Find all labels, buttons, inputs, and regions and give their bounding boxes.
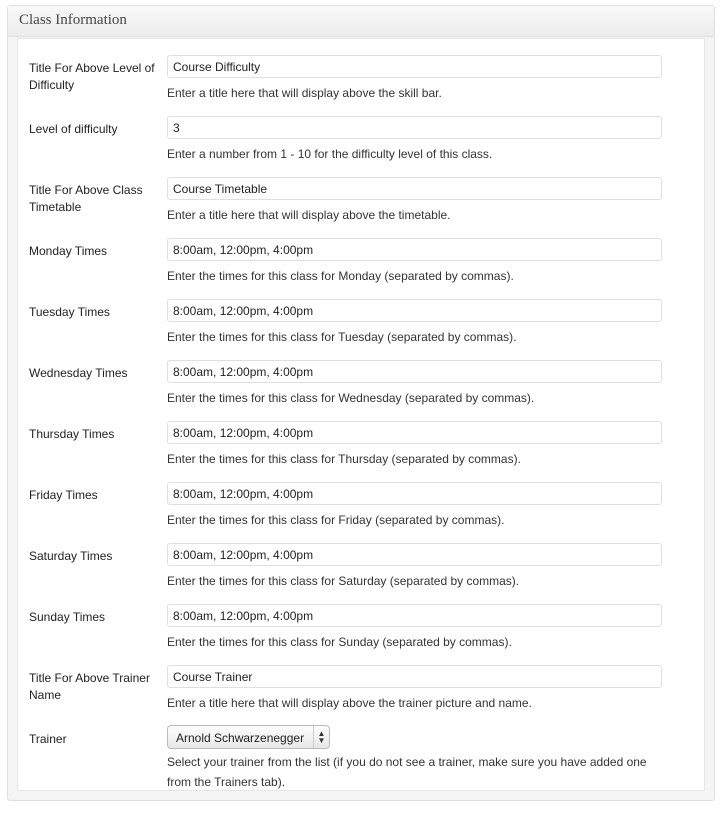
field-label: Level of difficulty: [29, 122, 118, 136]
trainer-select-value: Arnold Schwarzenegger: [176, 731, 305, 745]
thursday-times-input[interactable]: [167, 421, 662, 444]
monday-times-input[interactable]: [167, 238, 662, 261]
field-description: Enter the times for this class for Saturday (separated by commas).: [167, 574, 520, 588]
field-label: Sunday Times: [29, 610, 106, 624]
field-label: Friday Times: [29, 488, 98, 502]
trainer-description-line1: Select your trainer from the list (if you do not see a trainer, make sure you have added one: [167, 755, 647, 769]
field-label: Title For Above Level of Difficulty: [29, 61, 155, 92]
tuesday-times-input[interactable]: [167, 299, 662, 322]
field-description: Enter the times for this class for Sunday (separated by commas).: [167, 635, 512, 649]
trainer-description-line2: from the Trainers tab).: [167, 775, 286, 789]
field-label: Title For Above Trainer Name: [29, 671, 150, 702]
difficulty-level-input[interactable]: [167, 116, 662, 139]
trainer-title-input[interactable]: [167, 665, 662, 688]
trainer-description: [167, 752, 687, 792]
panel-title: Class Information: [19, 12, 127, 28]
field-label: Saturday Times: [29, 549, 113, 563]
field-label: Wednesday Times: [29, 366, 128, 380]
field-label: Title For Above Class Timetable: [29, 183, 143, 214]
field-label: Monday Times: [29, 244, 108, 258]
field-description: Enter a title here that will display above the trainer picture and name.: [167, 696, 532, 710]
sunday-times-input[interactable]: [167, 604, 662, 627]
field-description: Enter the times for this class for Tuesday (separated by commas).: [167, 330, 517, 344]
timetable-title-input[interactable]: [167, 177, 662, 200]
field-description: Enter a title here that will display above the skill bar.: [167, 86, 442, 100]
field-description: Enter the times for this class for Friday (separated by commas).: [167, 513, 505, 527]
class-information-panel: [7, 5, 715, 801]
saturday-times-input[interactable]: [167, 543, 662, 566]
field-label: Thursday Times: [29, 427, 115, 441]
field-label: Tuesday Times: [29, 305, 110, 319]
trainer-select[interactable]: [167, 725, 330, 749]
difficulty-title-input[interactable]: [167, 55, 662, 78]
field-description: Enter a title here that will display above the timetable.: [167, 208, 451, 222]
friday-times-input[interactable]: [167, 482, 662, 505]
select-arrows-icon: ▲ ▼: [313, 726, 329, 748]
panel-header[interactable]: [8, 6, 714, 37]
field-description: Enter the times for this class for Thursday (separated by commas).: [167, 452, 521, 466]
field-description: Enter the times for this class for Wednesday (separated by commas).: [167, 391, 535, 405]
field-description: Enter the times for this class for Monday (separated by commas).: [167, 269, 514, 283]
wednesday-times-input[interactable]: [167, 360, 662, 383]
field-description: Enter a number from 1 - 10 for the difficulty level of this class.: [167, 147, 493, 161]
trainer-label: Trainer: [29, 732, 67, 746]
panel-body: [17, 38, 705, 791]
